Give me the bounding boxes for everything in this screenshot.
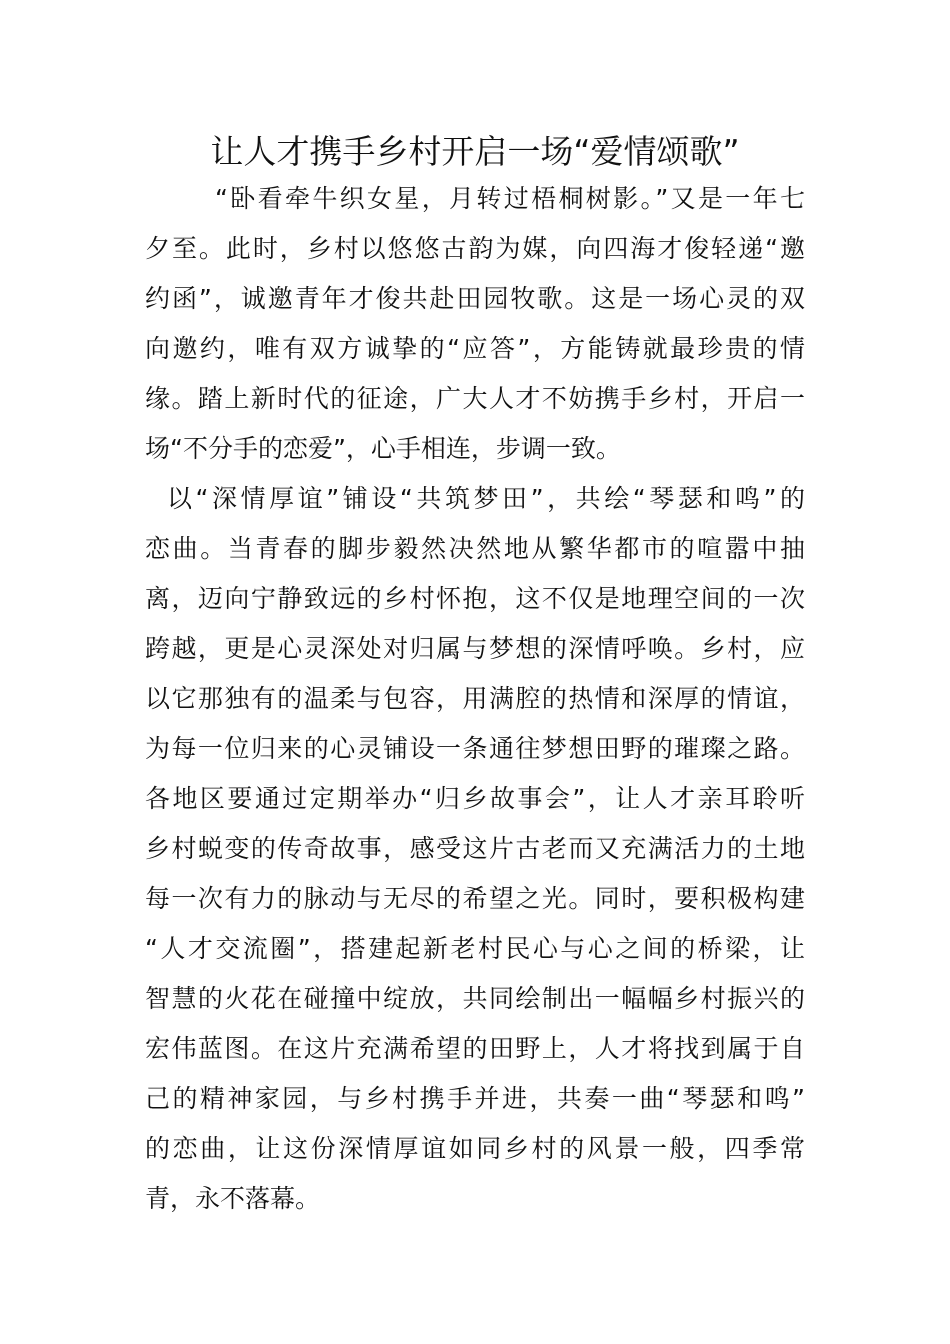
paragraph-line: 离，迈向宁静致远的乡村怀抱，这不仅是地理空间的一次 [145, 584, 805, 613]
paragraph-line: 青，永不落幕。 [145, 1184, 321, 1213]
paragraph-line: “卧看牵牛织女星，月转过梧桐树影。”又是一年七 [215, 184, 805, 213]
paragraph-line: 夕至。此时，乡村以悠悠古韵为媒，向四海才俊轻递“邀 [145, 234, 805, 263]
paragraph-line: 智慧的火花在碰撞中绽放，共同绘制出一幅幅乡村振兴的 [145, 984, 805, 1013]
paragraph-line: 约函”，诚邀青年才俊共赴田园牧歌。这是一场心灵的双 [145, 284, 805, 313]
paragraph-line: 的恋曲，让这份深情厚谊如同乡村的风景一般，四季常 [145, 1134, 805, 1163]
paragraph-line: 场“不分手的恋爱”，心手相连，步调一致。 [145, 434, 621, 463]
paragraph-line: 各地区要通过定期举办“归乡故事会”，让人才亲耳聆听 [145, 784, 805, 813]
paragraph-line: 为每一位归来的心灵铺设一条通往梦想田野的璀璨之路。 [145, 734, 805, 763]
paragraph-line: 缘。踏上新时代的征途，广大人才不妨携手乡村，开启一 [145, 384, 805, 413]
paragraph-line: 跨越，更是心灵深处对归属与梦想的深情呼唤。乡村，应 [145, 634, 805, 663]
paragraph-line: 以“深情厚谊”铺设“共筑梦田”，共绘“琴瑟和鸣”的 [167, 484, 805, 513]
paragraph-line: 每一次有力的脉动与无尽的希望之光。同时，要积极构建 [145, 884, 805, 913]
paragraph-line: 恋曲。当青春的脚步毅然决然地从繁华都市的喧嚣中抽 [145, 534, 805, 563]
paragraph-line: 己的精神家园，与乡村携手并进，共奏一曲“琴瑟和鸣” [145, 1084, 805, 1113]
paragraph-2 [145, 474, 805, 1224]
paragraph-line: 宏伟蓝图。在这片充满希望的田野上，人才将找到属于自 [145, 1034, 805, 1063]
paragraph-line: 向邀约，唯有双方诚挚的“应答”，方能铸就最珍贵的情 [145, 334, 805, 363]
article-title: 让人才携手乡村开启一场“爱情颂歌” [210, 132, 740, 171]
paragraph-1 [145, 174, 805, 474]
paragraph-line: “人才交流圈”，搭建起新老村民心与心之间的桥梁，让 [145, 934, 805, 963]
paragraph-line: 乡村蜕变的传奇故事，感受这片古老而又充满活力的土地 [145, 834, 805, 863]
paragraph-line: 以它那独有的温柔与包容，用满腔的热情和深厚的情谊， [145, 684, 805, 713]
